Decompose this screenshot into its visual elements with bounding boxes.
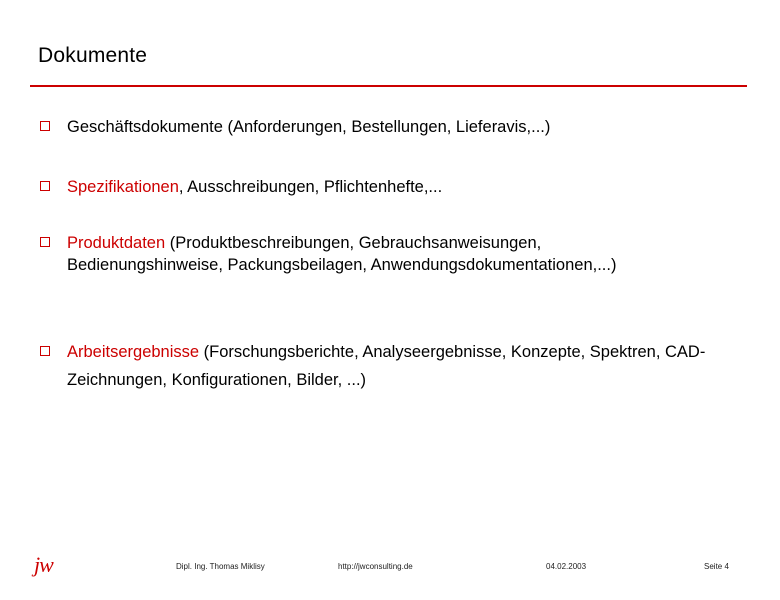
footer-date: 04.02.2003: [546, 562, 587, 571]
bullet-highlight: Produktdaten: [67, 234, 166, 252]
title-divider: [30, 85, 747, 87]
bullet-body: (Produktbeschreibungen, Gebrauchsanweisungen, Bedienungshinweise, Packungsbeilagen, Anwendungsdokumentationen,...): [67, 234, 617, 274]
bullet-text: [67, 176, 442, 198]
bullet-text: [67, 232, 698, 276]
checkbox-square-icon: [40, 237, 50, 247]
bullet-body: , Ausschreibungen, Pflichtenhefte,...: [178, 178, 443, 196]
bullet-item-4: [38, 338, 718, 394]
checkbox-square-icon: [40, 346, 50, 356]
bullet-text: [67, 338, 718, 394]
bullet-highlight: Arbeitsergebnisse: [67, 343, 200, 361]
footer-url: http://jwconsulting.de: [338, 562, 413, 571]
bullet-text: [67, 116, 550, 138]
slide-title: Dokumente: [38, 44, 148, 67]
bullet-item-1: [38, 116, 758, 138]
jw-logo: jw: [34, 552, 53, 577]
bullet-body: Geschäftsdokumente (Anforderungen, Bestellungen, Lieferavis,...): [67, 118, 551, 136]
checkbox-square-icon: [40, 181, 50, 191]
footer-page-number: Seite 4: [704, 562, 729, 571]
bullet-item-3: [38, 232, 698, 276]
bullet-body: (Forschungsberichte, Analyseergebnisse, Konzepte, Spektren, CAD-Zeichnungen, Konfigurationen, Bilder, ...): [67, 343, 706, 389]
checkbox-square-icon: [40, 121, 50, 131]
bullet-item-2: [38, 176, 758, 198]
bullet-highlight: Spezifikationen: [67, 178, 179, 196]
footer-author: Dipl. Ing. Thomas Miklisy: [176, 562, 265, 571]
